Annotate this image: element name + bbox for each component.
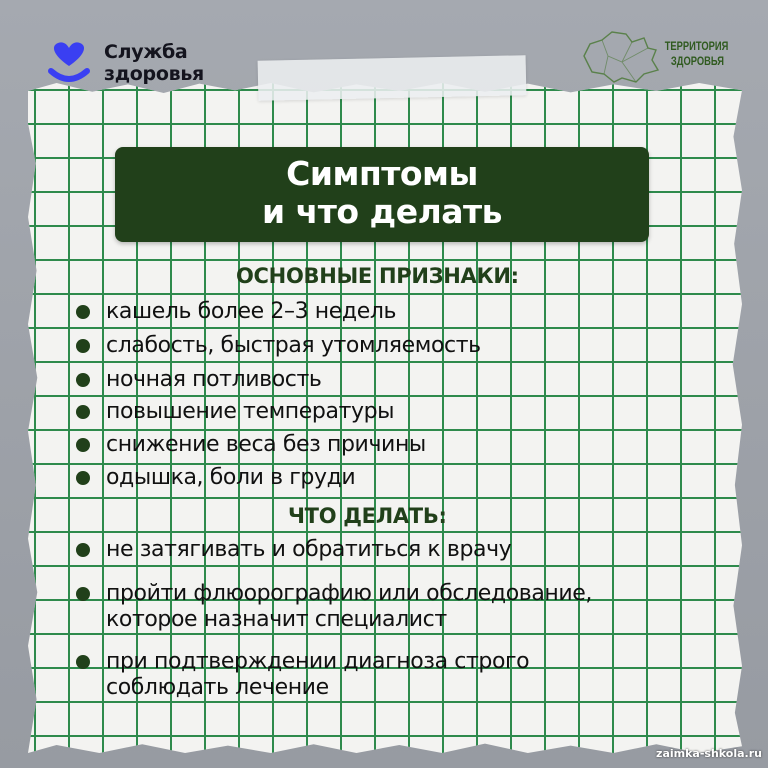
- page-title: [262, 155, 502, 231]
- title-plate: [115, 147, 649, 242]
- logo-right-line2: ЗДОРОВЬЯ: [670, 54, 724, 68]
- action-text: [106, 537, 511, 563]
- symptom-item: [76, 432, 426, 458]
- watermark: zaimka-shkola.ru: [656, 747, 762, 760]
- action-item: [76, 581, 592, 633]
- logo-left-line2: здоровья: [104, 63, 204, 85]
- bullet-dot: [76, 438, 90, 452]
- bullet-dot: [76, 655, 90, 669]
- action-text: [106, 649, 529, 701]
- bullet-dot: [76, 405, 90, 419]
- symptom-item: [76, 367, 321, 393]
- bullet-dot: [76, 471, 90, 485]
- symptom-text: слабость, быстрая утомляемость: [106, 333, 481, 358]
- action-text-line2: которое назначит специалист: [106, 607, 447, 632]
- territoriya-zdorovya-logo: [578, 26, 728, 84]
- symptom-text: ночная потливость: [106, 367, 322, 392]
- action-text: [106, 581, 592, 633]
- heart-smile-icon: [44, 40, 94, 86]
- sluzhba-zdorovya-logo: [44, 40, 204, 86]
- symptom-item: [76, 299, 396, 325]
- title-line2: и что делать: [261, 191, 503, 231]
- bullet-dot: [76, 587, 90, 601]
- symptoms-heading: ОСНОВНЫЕ ПРИЗНАКИ:: [236, 264, 519, 288]
- action-text-line1: пройти флюорографию или обследование,: [106, 581, 593, 606]
- bullet-dot: [76, 305, 90, 319]
- tape-strip: [258, 55, 527, 101]
- title-line1: Симптомы: [286, 153, 478, 193]
- action-item: [76, 537, 511, 563]
- actions-heading: ЧТО ДЕЛАТЬ:: [288, 504, 447, 528]
- symptom-text: одышка, боли в груди: [106, 465, 356, 490]
- bullet-dot: [76, 373, 90, 387]
- action-text-line2: соблюдать лечение: [106, 675, 329, 700]
- bullet-dot: [76, 543, 90, 557]
- logo-right-text: [664, 39, 729, 69]
- logo-right-line1: ТЕРРИТОРИЯ: [664, 39, 729, 53]
- action-item: [76, 649, 529, 701]
- symptom-text: кашель более 2–3 недель: [106, 299, 397, 324]
- action-text-line1: при подтверждении диагноза строго: [106, 649, 530, 674]
- symptom-item: [76, 399, 394, 425]
- logo-left-line1: Служба: [104, 41, 188, 63]
- symptom-item: [76, 465, 355, 491]
- symptom-text: снижение веса без причины: [106, 432, 426, 457]
- bullet-dot: [76, 339, 90, 353]
- symptom-text: повышение температуры: [106, 399, 395, 424]
- symptom-item: [76, 333, 481, 359]
- logo-left-text: [104, 41, 204, 85]
- action-text-line1: не затягивать и обратиться к врачу: [106, 537, 512, 562]
